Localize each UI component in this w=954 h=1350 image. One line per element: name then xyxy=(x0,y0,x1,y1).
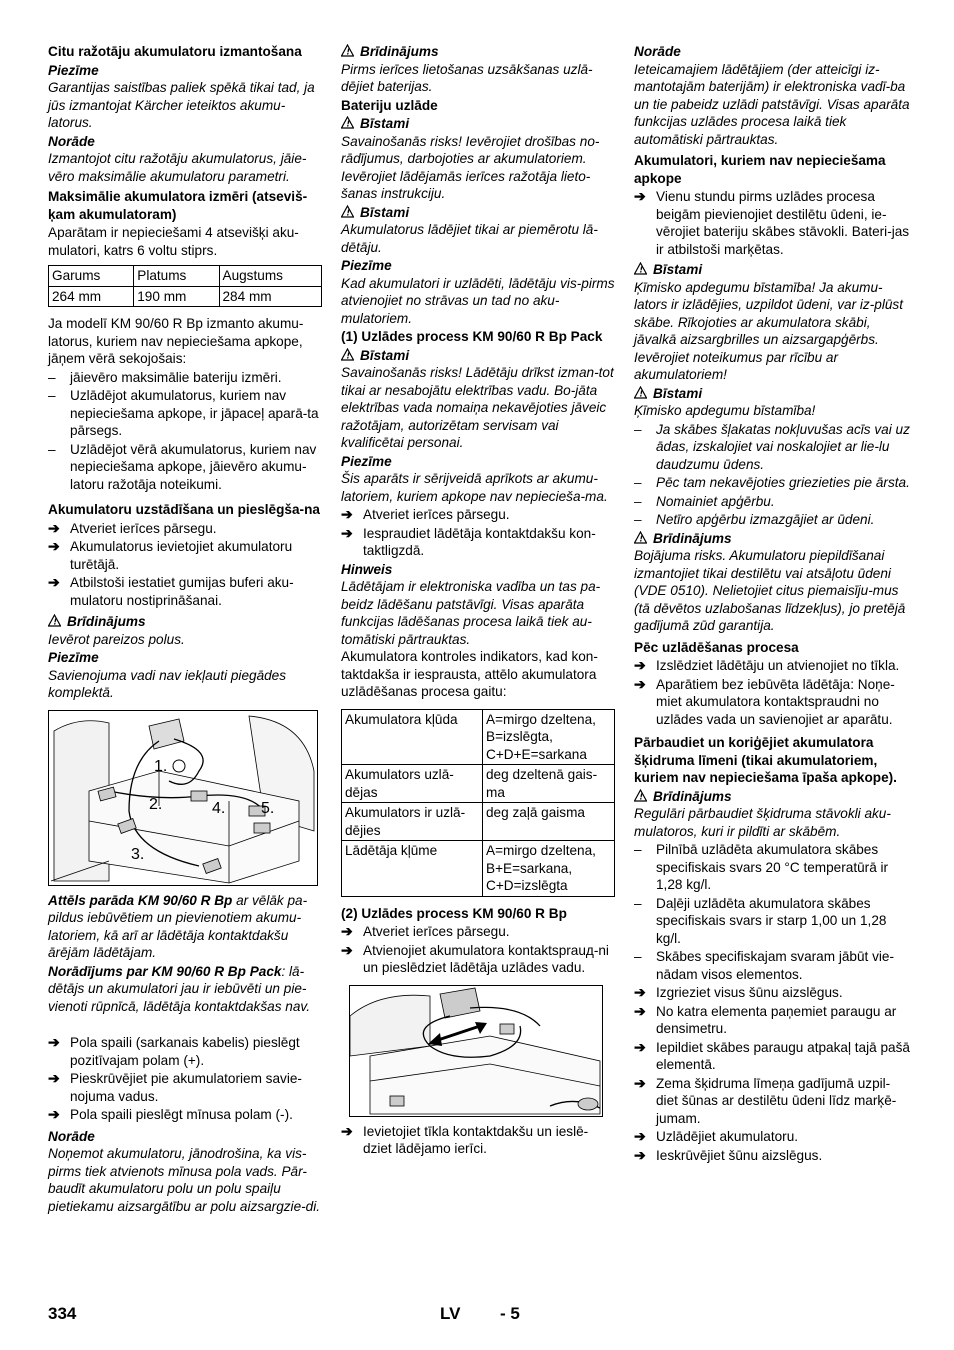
svg-text:!: ! xyxy=(346,47,351,57)
svg-text:!: ! xyxy=(639,792,644,801)
note-title: Piezīme xyxy=(341,453,392,469)
note-text: Garantijas saistības paliek spēkā tikai tad, ja jūs izmantojat Kärcher ieteiktos akumu-latorus. xyxy=(48,80,315,130)
step-item: ➔ No katra elementa paņemiet paraugu ar densimetru. xyxy=(634,1002,897,1036)
table-header: Platums xyxy=(134,266,219,287)
arrow-icon: ➔ xyxy=(634,1038,646,1055)
svg-text:!: ! xyxy=(346,119,351,129)
figure-label-1: 1. xyxy=(154,757,168,775)
step-item: ➔ Zema šķidruma līmeņa gadījumā uzpil-diet šūnas ar destilētu ūdeni līdz marķē-jumam. xyxy=(634,1074,897,1126)
step-item: ➔ Pola spaili pieslēgt mīnusa polam (-). xyxy=(48,1106,293,1122)
arrow-icon: ➔ xyxy=(48,519,60,536)
arrow-icon: ➔ xyxy=(634,675,646,692)
svg-text:!: ! xyxy=(639,265,644,275)
figure-label-3: 3. xyxy=(131,845,145,863)
table-cell: A=mirgo dzeltena, B=izslēgta, C+D+E=sarkana xyxy=(483,709,615,765)
heading-after-charging: Pēc uzlādēšanas procesa xyxy=(634,639,799,655)
danger-title: ! Bīstami xyxy=(634,385,910,403)
heading-install: Akumulatoru uzstādīšana un pieslēgša-na xyxy=(48,502,320,517)
heading-check-level: Pārbaudiet un koriģējiet akumulatora šķidruma līmeni (tikai akumulatoriem, kuriem nav nepieciešama īpaša apkope). xyxy=(634,735,897,785)
danger-text: Ķīmisko apdegumu bīstamība! xyxy=(634,403,816,418)
arrow-icon: ➔ xyxy=(48,574,60,590)
step-item: ➔ Atveriet ierīces pārsegu. xyxy=(341,923,510,939)
arrow-icon: ➔ xyxy=(634,1074,646,1091)
list-item: – jāievēro maksimālie bateriju izmēri. xyxy=(48,369,282,385)
warning-text: Pirms ierīces lietošanas uzsākšanas uzlā-dējiet baterijas. xyxy=(341,61,593,94)
list-item: – Netīro apģērbu izmazgājiet ar ūdeni. xyxy=(634,512,875,527)
battery-illustration xyxy=(49,711,317,885)
heading-maintenance-free: Akumulatori, kuriem nav nepieciešama apkope xyxy=(634,153,886,186)
note-text: Šis aparāts ir sērijveidā aprīkots ar akumu-latoriem, kuriem apkope nav nepiecieša-ma. xyxy=(341,471,608,504)
table-cell: 264 mm xyxy=(49,286,134,307)
warning-title: ! Brīdinājums xyxy=(341,43,615,61)
danger-text: Ķīmisko apdegumu bīstamība! Ja akumu-lators ir izlādējies, uzpildot ūdeni, var iz-plūst skābe. Rīkojoties ar akumulatora skābi, jāvalkā aizsargbrilles un aizsargapģērbs. Ievērojiet noteikumus par rīcību ar akumulatoriem! xyxy=(634,279,903,382)
table-cell: deg zaļā gaisma xyxy=(483,803,615,841)
danger-title: ! Bīstami xyxy=(634,261,910,279)
note-title: Norāde xyxy=(48,133,95,149)
step-item: ➔ Izslēdziet lādētāju un atvienojiet no tīkla. xyxy=(634,657,900,673)
svg-text:!: ! xyxy=(639,389,644,398)
arrow-icon: ➔ xyxy=(634,1146,646,1163)
column-1 xyxy=(48,43,322,1216)
list-item: – Uzlādējot vērā akumulatorus, kuriem nav nepieciešama apkope, jāievēro akumu-latoru ražotāja noteikumi. xyxy=(48,441,317,492)
note-title: Piezīme xyxy=(48,62,99,78)
arrow-icon: ➔ xyxy=(634,188,646,204)
note-title: Norāde xyxy=(48,1128,95,1144)
paragraph: Aparātam ir nepieciešami 4 atsevišķi aku-mulatori, katrs 6 voltu stiprs. xyxy=(48,225,299,258)
step-item: ➔ Iespraudiet lādētāja kontaktdakšu kon-taktligzdā. xyxy=(341,524,596,558)
warning-title: ! Brīdinājums xyxy=(48,613,322,631)
dimensions-table xyxy=(48,265,322,307)
hint-text: Lādētājam ir elektroniska vadība un tas pa-beidz lādēšanu patstāvīgi. Visas aparāta funkcijas lādēšanas procesa laikā tiek au-tomātiski pārtrauktas. xyxy=(341,579,601,647)
svg-text:!: ! xyxy=(346,351,351,360)
danger-text: Savainošanās risks! Lādētāju drīkst izman-tot tikai ar nesabojātu elektrības vadu. Bo-jāta elektrības vada nomaiņa nekavējoties jāveic ražotājam, autorizētam servisam vai kvalificētai personai. xyxy=(341,365,614,450)
table-cell: Lādētāja kļūme xyxy=(342,841,483,897)
svg-text:!: ! xyxy=(53,617,58,627)
warning-text: Ievērot pareizos polus. xyxy=(48,631,185,647)
figure-label-5: 5. xyxy=(261,799,275,817)
step-item: ➔ Aparātiem bez iebūvēta lādētāja: Noņe-miet akumulatora kontaktspraudni no uzlādes vada un savienojiet ar aparātu. xyxy=(634,675,895,727)
arrow-icon: ➔ xyxy=(48,1070,60,1086)
arrow-icon: ➔ xyxy=(341,524,353,541)
table-header: Augstums xyxy=(219,266,322,287)
warning-icon xyxy=(634,789,647,802)
heading-process-2: (2) Uzlādes process KM 90/60 R Bp xyxy=(341,905,567,921)
heading-battery-dimensions: Maksimālie akumulatora izmēri (atseviš-ķam akumulatoram) xyxy=(48,189,308,222)
paragraph: Ja modelī KM 90/60 R Bp izmanto akumu-latorus, kuriem nav nepieciešama apkope, jāņem vērā sekojošais: xyxy=(48,316,304,366)
list-item: – Ja skābes šļakatas nokļuvušas acīs vai uz ādas, izskalojiet vai noskalojiet ar lie-lu daudzumu ūdens. xyxy=(634,421,910,472)
list-item: – Nomainiet apģērbu. xyxy=(634,493,775,509)
arrow-icon: ➔ xyxy=(341,506,353,522)
step-item: ➔ Akumulatorus ievietojiet akumulatoru turētājā. xyxy=(48,538,293,572)
step-item: ➔ Atveriet ierīces pārsegu. xyxy=(341,506,510,522)
table-cell: Akumulatora kļūda xyxy=(342,709,483,765)
figure-label-4: 4. xyxy=(212,799,226,817)
table-cell: 190 mm xyxy=(134,286,219,307)
danger-title: ! Bīstami xyxy=(341,115,615,133)
note-text: Kad akumulatori ir uzlādēti, lādētāju vis-pirms atvienojiet no strāvas un tad no aku-mulatoriem. xyxy=(341,275,615,326)
arrow-icon: ➔ xyxy=(634,657,646,673)
danger-text: Savainošanās risks! Ievērojiet drošības no-rādījumus, darbojoties ar akumulatoriem. Ievērojiet lādējamās ierīces ražotāja lieto-šanas instrukciju. xyxy=(341,133,600,201)
arrow-icon: ➔ xyxy=(341,1122,353,1139)
heading-other-batteries: Citu ražotāju akumulatoru izmantošana xyxy=(48,44,302,59)
list-item: – Daļēji uzlādēta akumulatora skābes specifiskais svars ir starp 1,00 un 1,28 kg/l. xyxy=(634,895,887,946)
note-text: Ieteicamajiem lādētājiem (der atteicīgi iz-mantotajām baterijām) ir elektroniska vadī-ba un tie pabeidz uzlādi patstāvīgi. Visas aparāta funkcijas uzlādes procesa laikā tiek automātiski pārtrauktas. xyxy=(634,61,910,147)
warning-icon xyxy=(634,262,647,275)
step-item: ➔ Ievietojiet tīkla kontaktdakšu un ieslē-dziet lādējamo ierīci. xyxy=(341,1122,589,1156)
heading-process-1: (1) Uzlādes process KM 90/60 R Bp Pack xyxy=(341,329,603,344)
arrow-icon: ➔ xyxy=(634,1002,646,1019)
note-title: Piezīme xyxy=(341,258,392,273)
warning-icon xyxy=(634,531,647,544)
arrow-icon: ➔ xyxy=(48,1034,60,1050)
indicator-table xyxy=(341,709,615,897)
arrow-icon: ➔ xyxy=(341,923,353,939)
figure-label-2: 2. xyxy=(149,795,163,813)
column-3 xyxy=(634,43,910,1165)
section-number: - 5 xyxy=(500,1304,520,1323)
table-cell: A=mirgo dzeltena, B+E=sarkana, C+D=izslēgta xyxy=(483,841,615,897)
battery-figure xyxy=(48,710,318,886)
step-item: ➔ Vienu stundu pirms uzlādes procesa beigām pievienojiet destilētu ūdeni, ie-vērojiet bateriju skābes stāvokli. Bateri-jas ir atbilstoši marķētas. xyxy=(634,188,910,257)
step-item: ➔ Ieskrūvējiet šūnu aizslēgus. xyxy=(634,1146,823,1163)
warning-icon xyxy=(341,205,354,218)
hint-title: Hinweis xyxy=(341,561,393,577)
danger-title: ! Bīstami xyxy=(341,347,615,365)
step-item: ➔ Atbilstoši iestatiet gumijas buferi aku-mulatoru nostiprināšanai. xyxy=(48,574,294,608)
table-cell: Akumulators ir uzlā-dējies xyxy=(342,803,483,841)
note-title: Norāde xyxy=(634,44,681,59)
arrow-icon: ➔ xyxy=(634,984,646,1000)
note-text: Izmantojot citu ražotāju akumulatorus, jāie-vēro maksimālie akumulatoru parametri. xyxy=(48,151,307,184)
charger-figure xyxy=(349,985,603,1117)
danger-text: Akumulatorus lādējiet tikai ar piemērotu lā-dētāju. xyxy=(341,222,598,255)
list-item: – Skābes specifiskajam svaram jābūt vie-nādam visos elementos. xyxy=(634,949,894,982)
warning-title: ! Brīdinājums xyxy=(634,530,910,548)
list-item: – Pēc tam nekavējoties griezieties pie ārsta. xyxy=(634,475,910,490)
note-text: Savienojuma vadi nav iekļauti piegādes komplektā. xyxy=(48,667,287,700)
arrow-icon: ➔ xyxy=(634,1128,646,1144)
arrow-icon: ➔ xyxy=(341,941,353,958)
warning-icon xyxy=(634,386,647,399)
warning-icon xyxy=(341,44,354,57)
charger-illustration xyxy=(350,986,602,1116)
heading-charging: Bateriju uzlāde xyxy=(341,97,438,113)
figure-caption: Norādījums par KM 90/60 R Bp Pack: lā-dētājs un akumulatori jau ir iebūvēti un pie-vienoti rūpnīcā, lādētāja kontaktdakšas nav. xyxy=(48,963,310,1014)
step-item: ➔ Uzlādējiet akumulatoru. xyxy=(634,1128,799,1144)
list-item: – Pilnībā uzlādēta akumulatora skābes specifiskais svars 20 °C temperatūrā ir 1,28 kg/l. xyxy=(634,842,889,892)
step-item: ➔ Atvienojiet akumulatora kontaktsprauд-ni un pieslēdziet lādētāja uzlādes vadu. xyxy=(341,941,609,975)
language-code: LV xyxy=(440,1304,461,1323)
note-text: Noņemot akumulatoru, jānodrošina, ka vis-pirms tiek atvienots mīnusa pola vads. Pār-baudīt akumulatoru polu un polu spaiļu pietiekamu aizsargātību ar polu aizsargzie-di. xyxy=(48,1146,321,1214)
step-item: ➔ Pieskrūvējiet pie akumulatoriem savie-nojuma vadus. xyxy=(48,1070,302,1104)
step-item: ➔ Pola spaili (sarkanais kabelis) pieslēgt pozitīvajam polam (+). xyxy=(48,1034,300,1068)
arrow-icon: ➔ xyxy=(48,538,60,554)
svg-text:!: ! xyxy=(346,208,351,217)
step-item: ➔ Iepildiet skābes paraugu atpakaļ tajā pašā elementā. xyxy=(634,1038,910,1072)
table-cell: Akumulators uzlā-dējas xyxy=(342,765,483,803)
table-cell: deg dzeltenā gais-ma xyxy=(483,765,615,803)
warning-icon xyxy=(48,614,61,627)
table-cell: 284 mm xyxy=(219,286,322,307)
table-header: Garums xyxy=(49,266,134,287)
figure-caption: Attēls parāda KM 90/60 R Bp ar vēlāk pa-pildus iebūvētiem un pievienotiem akumu-latoriem, kā arī ar lādētāja kontaktdakšu ārējām lādētājam. xyxy=(48,892,308,960)
warning-icon xyxy=(341,116,354,129)
column-2 xyxy=(341,43,615,1159)
note-title: Piezīme xyxy=(48,650,99,665)
list-item: – Uzlādējot akumulatorus, kuriem nav nepieciešama apkope, ir jāpaceļ aparā-ta pārsegs. xyxy=(48,388,319,438)
warning-icon xyxy=(341,348,354,361)
warning-text: Bojājuma risks. Akumulatoru piepildīšanai izmantojiet tikai destilētu vai atsāļotu ūdeni (VDE 0510). Nelietojiet citus piemaisīju-mus (tā dēvētos uzlabošanas līdzekļus), jo pretējā gadījumā zūd garantija. xyxy=(634,548,906,633)
paragraph: Akumulatora kontroles indikators, kad kon-taktdakša ir iesprausta, attēlo akumulatora uzlādēšanas procesa gaitu: xyxy=(341,649,598,699)
danger-title: ! Bīstami xyxy=(341,204,615,222)
svg-text:!: ! xyxy=(639,534,644,543)
warning-text: Regulāri pārbaudiet šķidruma stāvokli aku-mulatoros, kuri ir pildīti ar skābēm. xyxy=(634,806,891,839)
page-number: 334 xyxy=(48,1304,77,1323)
step-item: ➔ Izgrieziet visus šūnu aizslēgus. xyxy=(634,984,843,1000)
step-item: ➔ Atveriet ierīces pārsegu. xyxy=(48,519,217,536)
warning-title: ! Brīdinājums xyxy=(634,788,910,806)
arrow-icon: ➔ xyxy=(48,1106,60,1122)
